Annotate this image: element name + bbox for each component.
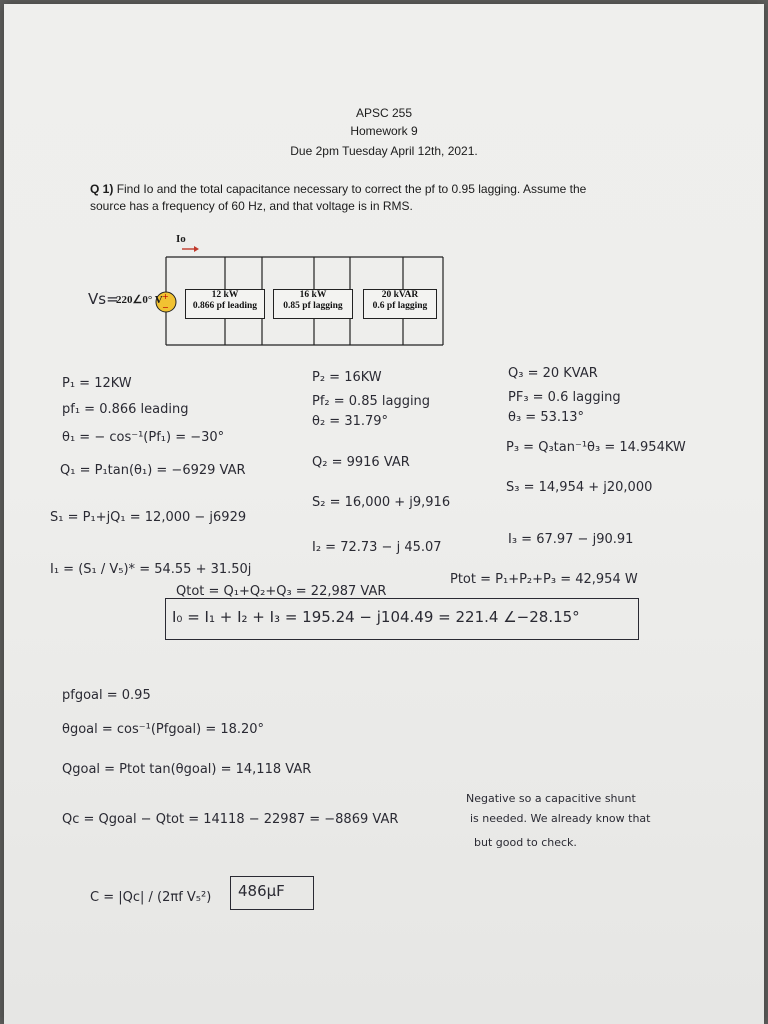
work-col1-line3: θ₁ = − cos⁻¹(Pf₁) = −30° [62, 430, 225, 445]
qc-calculation: Qc = Qgoal − Qtot = 14118 − 22987 = −8869 VAR [62, 812, 399, 827]
due-date: Due 2pm Tuesday April 12th, 2021. [290, 144, 478, 158]
question-line-1: Find Io and the total capacitance necessary to correct the pf to 0.95 lagging. Assume the [116, 182, 587, 196]
q-total: Qtot = Q₁+Q₂+Q₃ = 22,987 VAR [176, 584, 387, 599]
load-3-box [363, 289, 437, 319]
q-goal: Qgoal = Ptot tan(θgoal) = 14,118 VAR [62, 762, 312, 777]
work-col3-line1: Q₃ = 20 KVAR [508, 366, 598, 381]
work-col2-line6: I₂ = 72.73 − j 45.07 [312, 540, 442, 555]
work-col3-line5: S₃ = 14,954 + j20,000 [506, 480, 653, 495]
note-line-2: is needed. We already know that [470, 812, 651, 825]
source-voltage-symbol: Vs= [88, 290, 119, 308]
work-col1-line5: S₁ = P₁+jQ₁ = 12,000 − j6929 [50, 510, 247, 525]
question-line-2: source has a frequency of 60 Hz, and that voltage is in RMS. [90, 199, 413, 213]
load-2-power: 16 kW [299, 290, 327, 300]
p-total: Ptot = P₁+P₂+P₃ = 42,954 W [450, 572, 638, 587]
capacitance-answer: 486μF [238, 882, 285, 900]
current-io-label: Io [176, 233, 186, 245]
note-line-1: Negative so a capacitive shunt [466, 792, 636, 805]
load-1-pf: 0.866 pf leading [192, 301, 258, 311]
load-3-power: 20 kVAR [381, 290, 419, 300]
work-col2-line2: Pf₂ = 0.85 lagging [312, 394, 431, 409]
work-col3-line2: PF₃ = 0.6 lagging [508, 390, 621, 405]
work-col3-line4: P₃ = Q₃tan⁻¹θ₃ = 14.954KW [506, 440, 686, 455]
course-code: APSC 255 [355, 106, 413, 120]
load-3-pf: 0.6 pf lagging [372, 301, 428, 311]
theta-goal: θgoal = cos⁻¹(Pfgoal) = 18.20° [62, 722, 265, 737]
note-line-3: but good to check. [474, 836, 577, 849]
work-col3-line3: θ₃ = 53.13° [508, 410, 585, 425]
work-col1-line1: P₁ = 12KW [62, 376, 132, 391]
svg-text:+: + [162, 292, 169, 301]
work-col2-line3: θ₂ = 31.79° [312, 414, 389, 429]
source-voltage-value: 220∠0° V [116, 294, 163, 306]
work-col1-line4: Q₁ = P₁tan(θ₁) = −6929 VAR [60, 463, 246, 478]
question-label: Q 1) [90, 182, 114, 196]
pf-goal: pfgoal = 0.95 [62, 688, 151, 703]
load-2-pf: 0.85 pf lagging [283, 301, 343, 311]
load-2-box [273, 289, 353, 319]
work-col2-line5: S₂ = 16,000 + j9,916 [312, 495, 451, 510]
capacitance-formula: C = |Qc| / (2πf V₅²) [90, 890, 212, 905]
work-col2-line4: Q₂ = 9916 VAR [312, 455, 410, 470]
io-answer: I₀ = I₁ + I₂ + I₃ = 195.24 − j104.49 = 221.4 ∠−28.15° [172, 608, 580, 626]
load-1-power: 12 kW [211, 290, 239, 300]
work-col1-line6: I₁ = (S₁ / V₅)* = 54.55 + 31.50j [50, 562, 252, 577]
svg-text:−: − [162, 303, 169, 312]
work-col3-line6: I₃ = 67.97 − j90.91 [508, 532, 634, 547]
work-col2-line1: P₂ = 16KW [312, 370, 382, 385]
assignment-title: Homework 9 [350, 124, 418, 138]
load-1-box [185, 289, 265, 319]
work-col1-line2: pf₁ = 0.866 leading [62, 402, 189, 417]
